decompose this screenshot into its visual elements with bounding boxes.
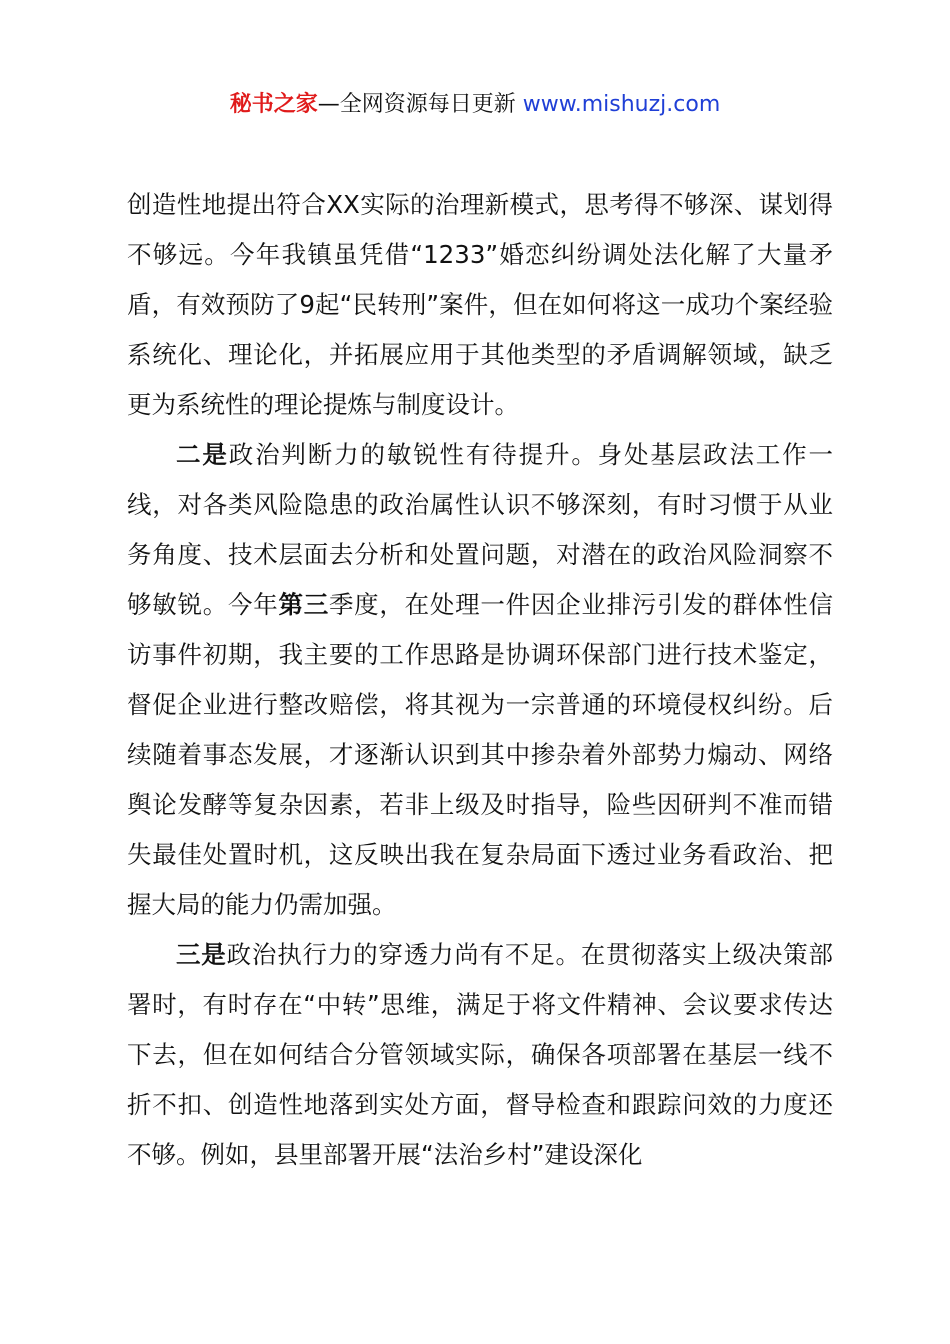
point-three-text: 政治执行力的穿透力尚有不足。在贯彻落实上级决策部署时，有时存在“中转”思维，满足于将文件精神、会议要求传达下去，但在如何结合分管领域实际，确保各项部署在基层一线不折不扣、创造性地落到实处方面，督导检查和跟踪问效的力度还不够。例如，县里部署开展“法治乡村”建设深化 — [127, 940, 834, 1169]
paragraph-point-two — [127, 430, 833, 930]
point-two-lead: 二是 — [176, 440, 229, 469]
paragraph-continuation: 创造性地提出符合XX实际的治理新模式，思考得不够深、谋划得不够远。今年我镇虽凭借“1233”婚恋纠纷调处法化解了大量矛盾，有效预防了9起“民转刑”案件，但在如何将这一成功个案经验系统化、理论化，并拓展应用于其他类型的矛盾调解领域，缺乏更为系统性的理论提炼与制度设计。 — [127, 190, 833, 419]
paragraph-point-three — [127, 930, 833, 1180]
brand-name: 秘书之家 — [229, 92, 318, 117]
point-two-bold-quarter: 第三 — [278, 590, 329, 619]
point-three-lead: 三是 — [176, 940, 227, 969]
site-url-link[interactable]: www.mishuzj.com — [522, 92, 721, 117]
header-tagline: —全网资源每日更新 — [317, 92, 523, 117]
document-body — [127, 180, 833, 1180]
point-two-text-part1: 政治判断力的敏锐性有待提升。身处基层政法工作一线，对各类风险隐患的政治属性认识不够深刻，有时习惯于从业务角度、技术层面去分析和处置问题，对潜在的政治风险洞察不够敏锐。今年 — [127, 440, 834, 619]
point-two-text-part2: 季度，在处理一件因企业排污引发的群体性信访事件初期，我主要的工作思路是协调环保部门进行技术鉴定，督促企业进行整改赔偿，将其视为一宗普通的环境侵权纠纷。后续随着事态发展，才逐渐认识到其中掺杂着外部势力煽动、网络舆论发酵等复杂因素，若非上级及时指导，险些因研判不准而错失最佳处置时机，这反映出我在复杂局面下透过业务看政治、把握大局的能力仍需加强。 — [127, 590, 834, 919]
site-header — [0, 88, 950, 122]
